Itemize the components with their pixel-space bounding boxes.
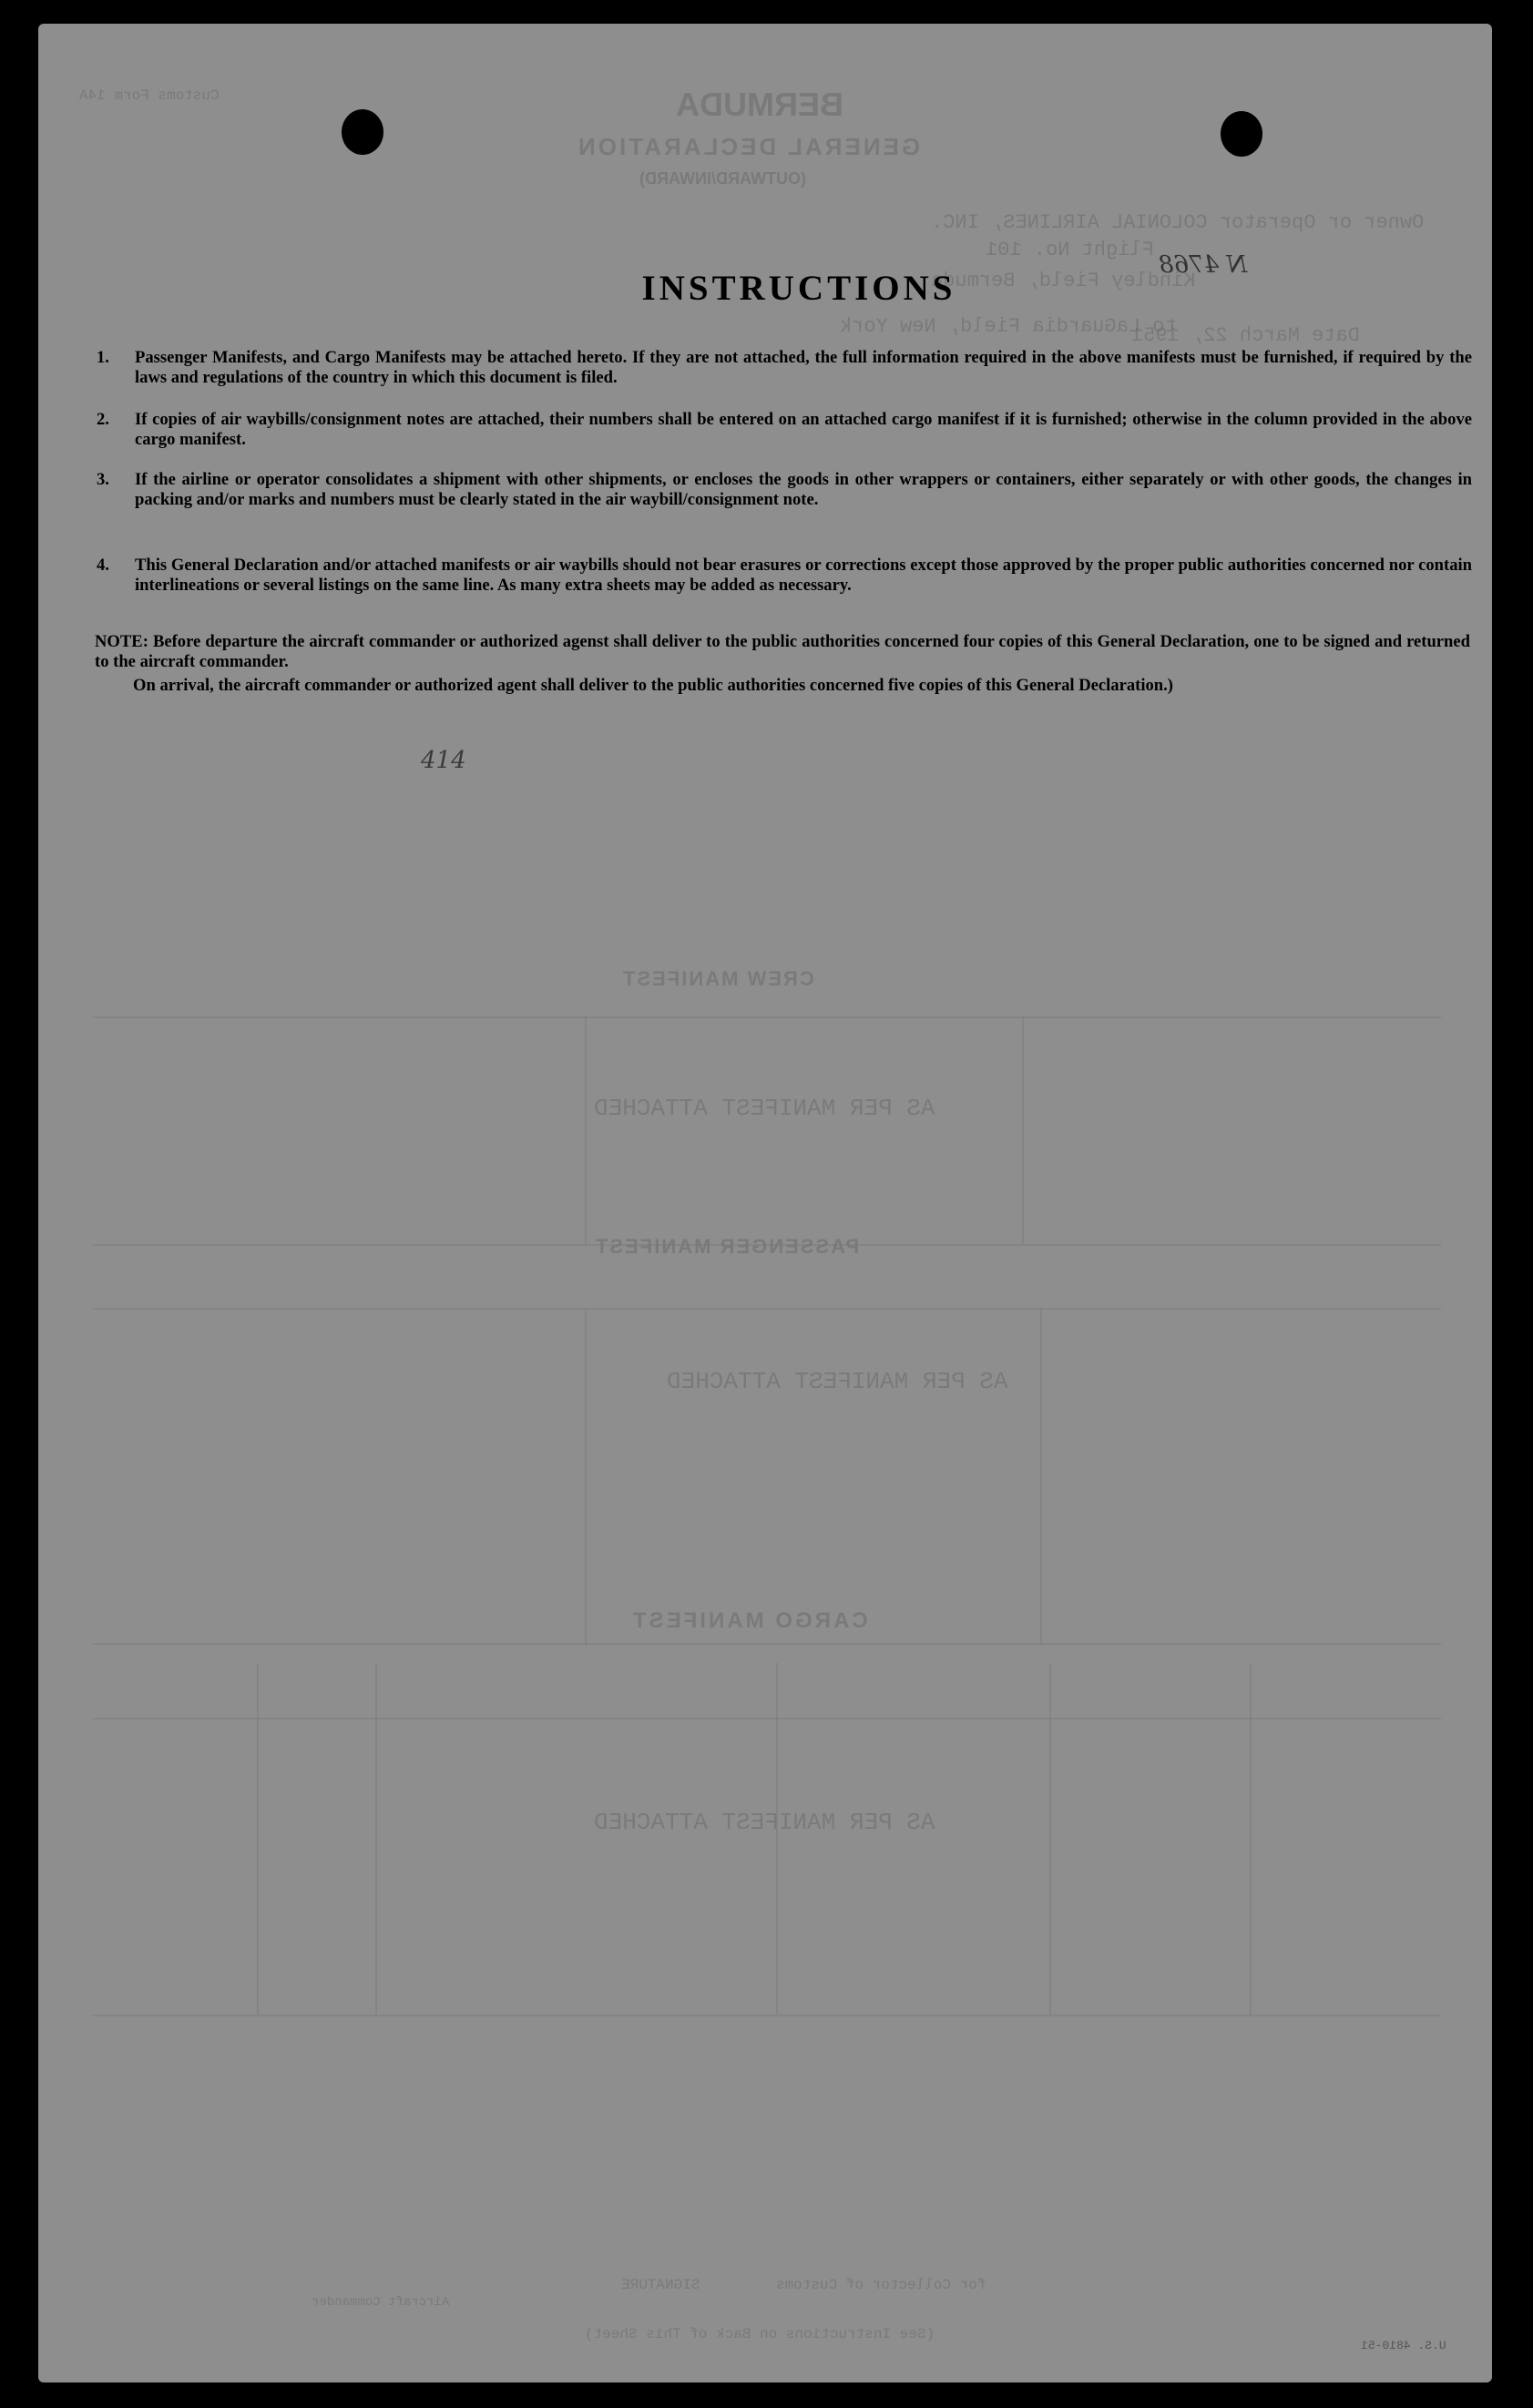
instruction-text: Passenger Manifests, and Cargo Manifests may be attached hereto. If they are not attached, the full information required in the above manifests must be furnished, if required by the laws and regulations of the country in which this document is filed. [135,348,1472,387]
instruction-4 [97,556,1472,596]
ghost-operator: Owner or Operator COLONIAL AIRLINES, INC. [931,211,1425,234]
ghost-laguardia: to LaGuardia Field, New York [840,315,1177,338]
ghost-flight: Flight No. 101 [986,239,1154,261]
ghost-rule [93,1643,1441,1645]
ghost-bermuda: BERMUDA [676,86,843,123]
ghost-col [375,1663,377,2015]
ghost-col [1049,1663,1051,2015]
ghost-general-declaration: GENERAL DECLARATION [576,133,921,160]
ghost-outward-inward: (OUTWARD/INWARD) [639,169,806,188]
ghost-customs-form: Customs Form 14A [79,87,220,104]
instruction-number: 2. [97,410,109,429]
note-label: NOTE: [95,632,148,651]
instruction-text: If copies of air waybills/consignment notes are attached, their numbers shall be entered on an attached cargo manifest if it is furnished; otherwise in the column provided in the above cargo manifest. [135,410,1472,449]
ghost-aircraft-commander: Aircraft Commander [312,2295,450,2310]
ghost-see-instructions: (See Instructions on Back of This Sheet) [585,2326,935,2342]
ghost-crew-manifest: CREW MANIFEST [621,967,814,990]
page-title: INSTRUCTIONS [641,269,956,308]
ghost-as-per-1: AS PER MANIFEST ATTACHED [594,1095,935,1122]
ghost-rule [93,1016,1441,1018]
ghost-form-ref: U.S. 4810-51 [1361,2339,1446,2352]
ghost-col [257,1663,259,2015]
ghost-rule [93,1308,1441,1310]
ghost-col [585,1308,587,1645]
ghost-kindley: Kindley Field, Bermuda [931,270,1196,292]
ghost-col [776,1663,778,2015]
instruction-text: This General Declaration and/or attached manifests or air waybills should not bear erasures or corrections except those approved by the proper public authorities concerned nor contain interlineations or several listings on the same line. As many extra sheets may be added as necessary. [135,556,1472,595]
instruction-number: 1. [97,348,109,367]
ghost-passenger-manifest: PASSENGER MANIFEST [594,1235,860,1258]
punch-hole-left [342,109,383,155]
note-paragraph-2: On arrival, the aircraft commander or authorized agent shall deliver to the public authorities concerned five copies of this General Declaration.) [133,676,1173,695]
document-page [38,24,1492,2382]
handwritten-mark: 414 [421,747,466,774]
ghost-rule [93,1244,1441,1246]
instruction-number: 4. [97,556,109,575]
instruction-3 [97,470,1472,510]
ghost-date: Date March 22, 1951 [1131,324,1360,347]
ghost-signature: SIGNATURE [621,2277,700,2293]
note-text-1: Before departure the aircraft commander or authorized agenst shall deliver to the public authorities concerned four copies of this General Declaration, one to be signed and returned to the aircraft commander. [95,632,1470,671]
note-block [95,632,1470,696]
note-paragraph-1 [95,632,1470,672]
ghost-col [1022,1016,1024,1244]
instruction-text: If the airline or operator consolidates a shipment with other shipments, or encloses the goods in other wrappers or containers, either separately or with other goods, the changes in packing and/or marks and numbers must be clearly stated in the air waybill/consignment note. [135,470,1472,509]
ghost-rule [93,1718,1441,1719]
ghost-cargo-manifest: CARGO MANIFEST [630,1608,868,1633]
instruction-1 [97,348,1472,388]
ghost-as-per-2: AS PER MANIFEST ATTACHED [667,1368,1008,1395]
instruction-number: 3. [97,470,109,489]
ghost-col [1040,1308,1042,1645]
ghost-rule [93,2015,1441,2016]
instruction-2 [97,410,1472,450]
ghost-col [1250,1663,1252,2015]
ghost-as-per-3: AS PER MANIFEST ATTACHED [594,1809,935,1836]
ghost-collector: for Collector of Customs [776,2277,986,2293]
handwritten-registration: N 4768 [1159,251,1248,279]
ghost-col [585,1016,587,1244]
punch-hole-right [1221,111,1262,157]
